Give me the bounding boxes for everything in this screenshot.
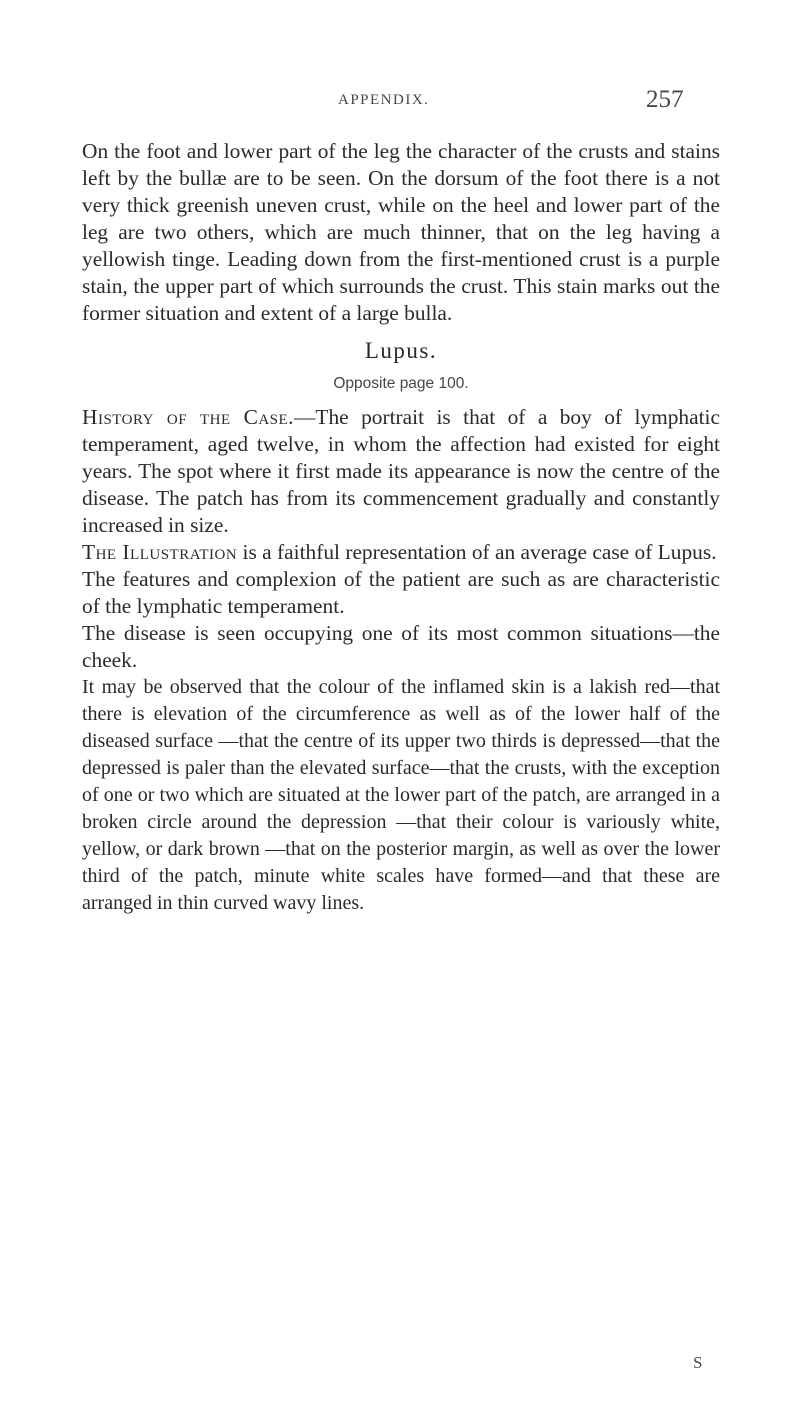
paragraph-observations: It may be observed that the colour of the inflamed skin is a lakish red—that there is elevation of the circumference as well as of the lower half of the diseased surface —that the centre of its upper two thirds is depressed—that the depressed is paler than the elevated surface—that the crusts, with the exception of one or two which are situated at the lower part of the patch, are arranged in a broken circle around the depression —that their colour is variously white, yellow, or dark brown —that on the posterior margin, as well as over the lower third of the patch, minute white scales have formed—and that these are arranged in thin curved wavy lines.: [82, 676, 720, 914]
history-lead: History of the Case.: [82, 405, 295, 429]
running-head: [0, 88, 800, 118]
paragraph-features: The features and complexion of the patient are such as are characteristic of the lymphatic temperament.: [82, 567, 720, 618]
illustration-lead: The Illustration: [82, 540, 238, 564]
signature-mark: S: [693, 1353, 703, 1372]
paragraph-history: [82, 404, 720, 539]
page-number: 257: [646, 86, 684, 113]
paragraph-disease-situation: The disease is seen occupying one of its most common situations—the cheek.: [82, 621, 720, 672]
paragraph-illustration: [82, 539, 720, 566]
running-title: APPENDIX.: [338, 92, 430, 108]
body-text: [82, 138, 720, 917]
section-subheading-page-reference: Opposite page 100.: [333, 375, 469, 392]
history-text: —The portrait is that of a boy of lymphatic temperament, aged twelve, in whom the affection had existed for eight years. The spot where it first made its appearance is now the centre of the disease. The patch has from its commencement gradually and constantly increased in size.: [82, 405, 720, 537]
paragraph-foot-description: On the foot and lower part of the leg the character of the crusts and stains left by the bullæ are to be seen. On the dorsum of the foot there is a not very thick greenish uneven crust, while on the heel and lower part of the leg are two others, which are much thinner, that on the leg having a yellowish tinge. Leading down from the first-mentioned crust is a purple stain, the upper part of which surrounds the crust. This stain marks out the former situation and extent of a large bulla.: [82, 139, 720, 325]
section-heading-lupus: Lupus.: [364, 338, 438, 363]
illustration-text: is a faithful representation of an average case of Lupus.: [237, 540, 717, 564]
